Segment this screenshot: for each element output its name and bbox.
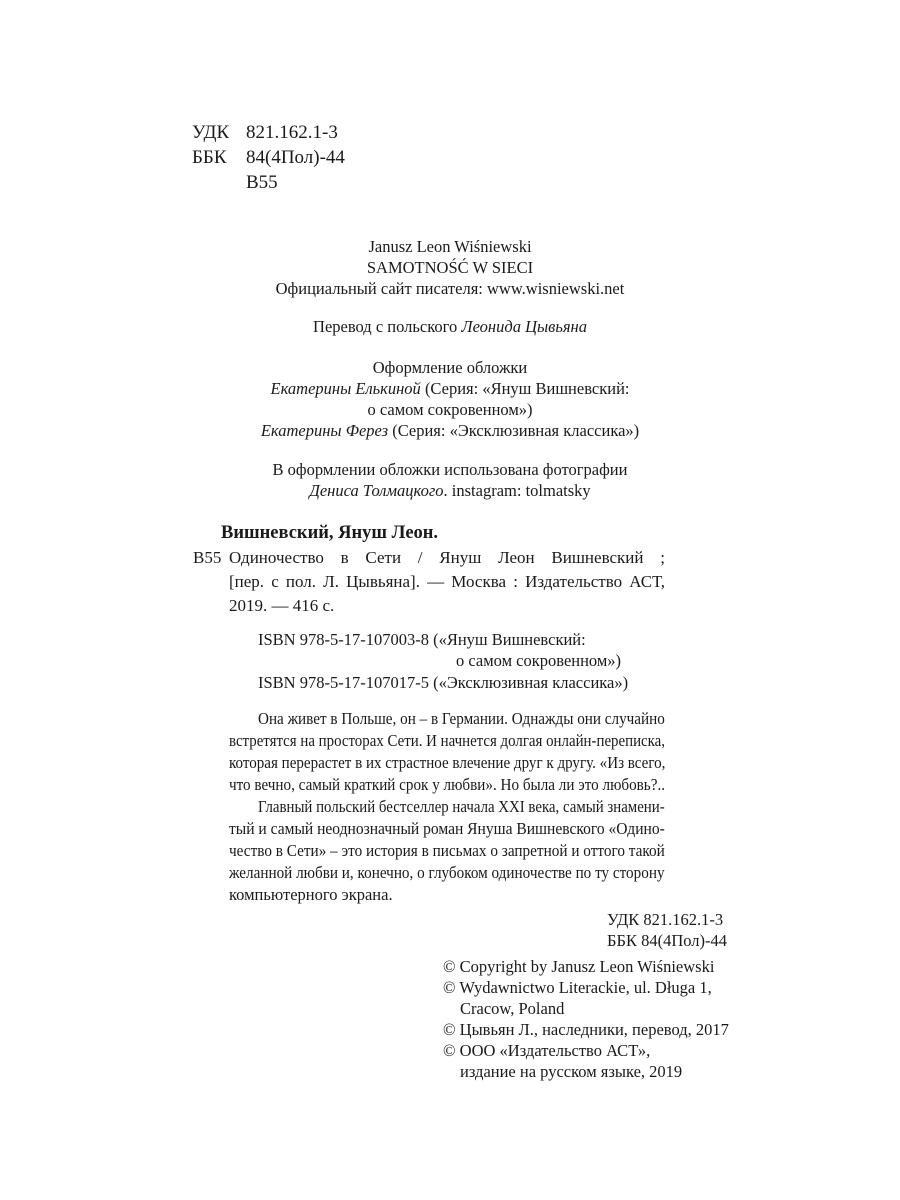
isbn-1-cont: о самом сокровенном»): [456, 651, 622, 670]
designer-1: [0, 379, 900, 398]
photo-credit: В оформлении обложки использована фотографии: [272, 460, 628, 479]
annotation-line: желанной любви и, конечно, о глубоком одиночестве по ту сторону: [229, 863, 665, 882]
designer-2: [0, 421, 900, 440]
copyright-line: © Copyright by Janusz Leon Wiśniewski: [443, 957, 715, 976]
record-line: 2019. — 416 с.: [229, 596, 335, 615]
record-line: [пер. с пол. Л. Цывьяна]. — Москва : Издательство АСТ,: [229, 572, 665, 591]
translation-prefix: Перевод с польского: [313, 317, 462, 336]
bbk-bottom: ББК 84(4Пол)-44: [607, 931, 727, 950]
photographer-credit: [0, 481, 900, 500]
copyright-line: © ООО «Издательство АСТ»,: [443, 1041, 651, 1060]
isbn-1: ISBN 978-5-17-107003-8 («Януш Вишневский:: [258, 630, 586, 649]
udk-value: 821.162.1-3: [246, 122, 338, 143]
annotation-line: компьютерного экрана.: [229, 885, 393, 904]
cover-design-heading: Оформление обложки: [372, 358, 528, 377]
annotation-line: Главный польский бестселлер начала XXI века, самый знамени-: [258, 797, 665, 816]
designer-1-series: (Серия: «Януш Вишневский:: [420, 379, 630, 398]
translator-name: Леонида Цывьяна: [461, 317, 587, 336]
copyright-line: издание на русском языке, 2019: [460, 1062, 683, 1081]
annotation-line: которая перерастет в их страстное влечение друг к другу. «Из всего,: [229, 753, 666, 772]
original-author: Janusz Leon Wiśniewski: [368, 237, 532, 256]
author-website: Официальный сайт писателя: www.wisniewski.net: [275, 279, 625, 298]
designer-2-name: Екатерины Ферез: [260, 421, 389, 440]
record-mark: В55: [193, 548, 222, 567]
copyright-line: © Wydawnictwo Literackie, ul. Długa 1,: [443, 978, 712, 997]
udk-label: УДК: [192, 122, 230, 143]
translation-credit: [0, 317, 900, 336]
photo-suffix: . instagram: tolmatsky: [443, 481, 591, 500]
annotation-line: что вечно, самый краткий срок у любви». Но была ли это любовь?..: [229, 775, 666, 794]
record-heading: Вишневский, Януш Леон.: [221, 523, 439, 543]
designer-1-name: Екатерины Елькиной: [270, 379, 421, 398]
bbk-label: ББК: [192, 147, 227, 168]
annotation-line: чество в Сети» – это история в письмах о запретной и оттого такой: [229, 841, 665, 860]
photographer-name: Дениса Толмацкого: [309, 481, 444, 500]
author-mark: В55: [246, 172, 278, 193]
original-title: SAMOTNOŚĆ W SIECI: [366, 258, 534, 277]
annotation-line: тый и самый неоднозначный роман Януша Вишневского «Одино-: [229, 819, 665, 838]
isbn-2: ISBN 978-5-17-107017-5 («Эксклюзивная классика»): [258, 673, 629, 692]
bbk-value: 84(4Пол)-44: [246, 147, 345, 168]
designer-2-series: (Серия: «Эксклюзивная классика»): [388, 421, 640, 440]
designer-1-series-cont: о самом сокровенном»): [367, 400, 533, 419]
record-line: Одиночество в Сети / Януш Леон Вишневский ;: [229, 548, 665, 567]
udk-bottom: УДК 821.162.1-3: [607, 910, 724, 929]
copyright-line: Cracow, Poland: [460, 999, 565, 1018]
copyright-line: © Цывьян Л., наследники, перевод, 2017: [443, 1020, 729, 1039]
annotation-line: встретятся на просторах Сети. И начнется долгая онлайн-переписка,: [229, 731, 666, 750]
annotation-line: Она живет в Польше, он – в Германии. Однажды они случайно: [258, 709, 665, 728]
